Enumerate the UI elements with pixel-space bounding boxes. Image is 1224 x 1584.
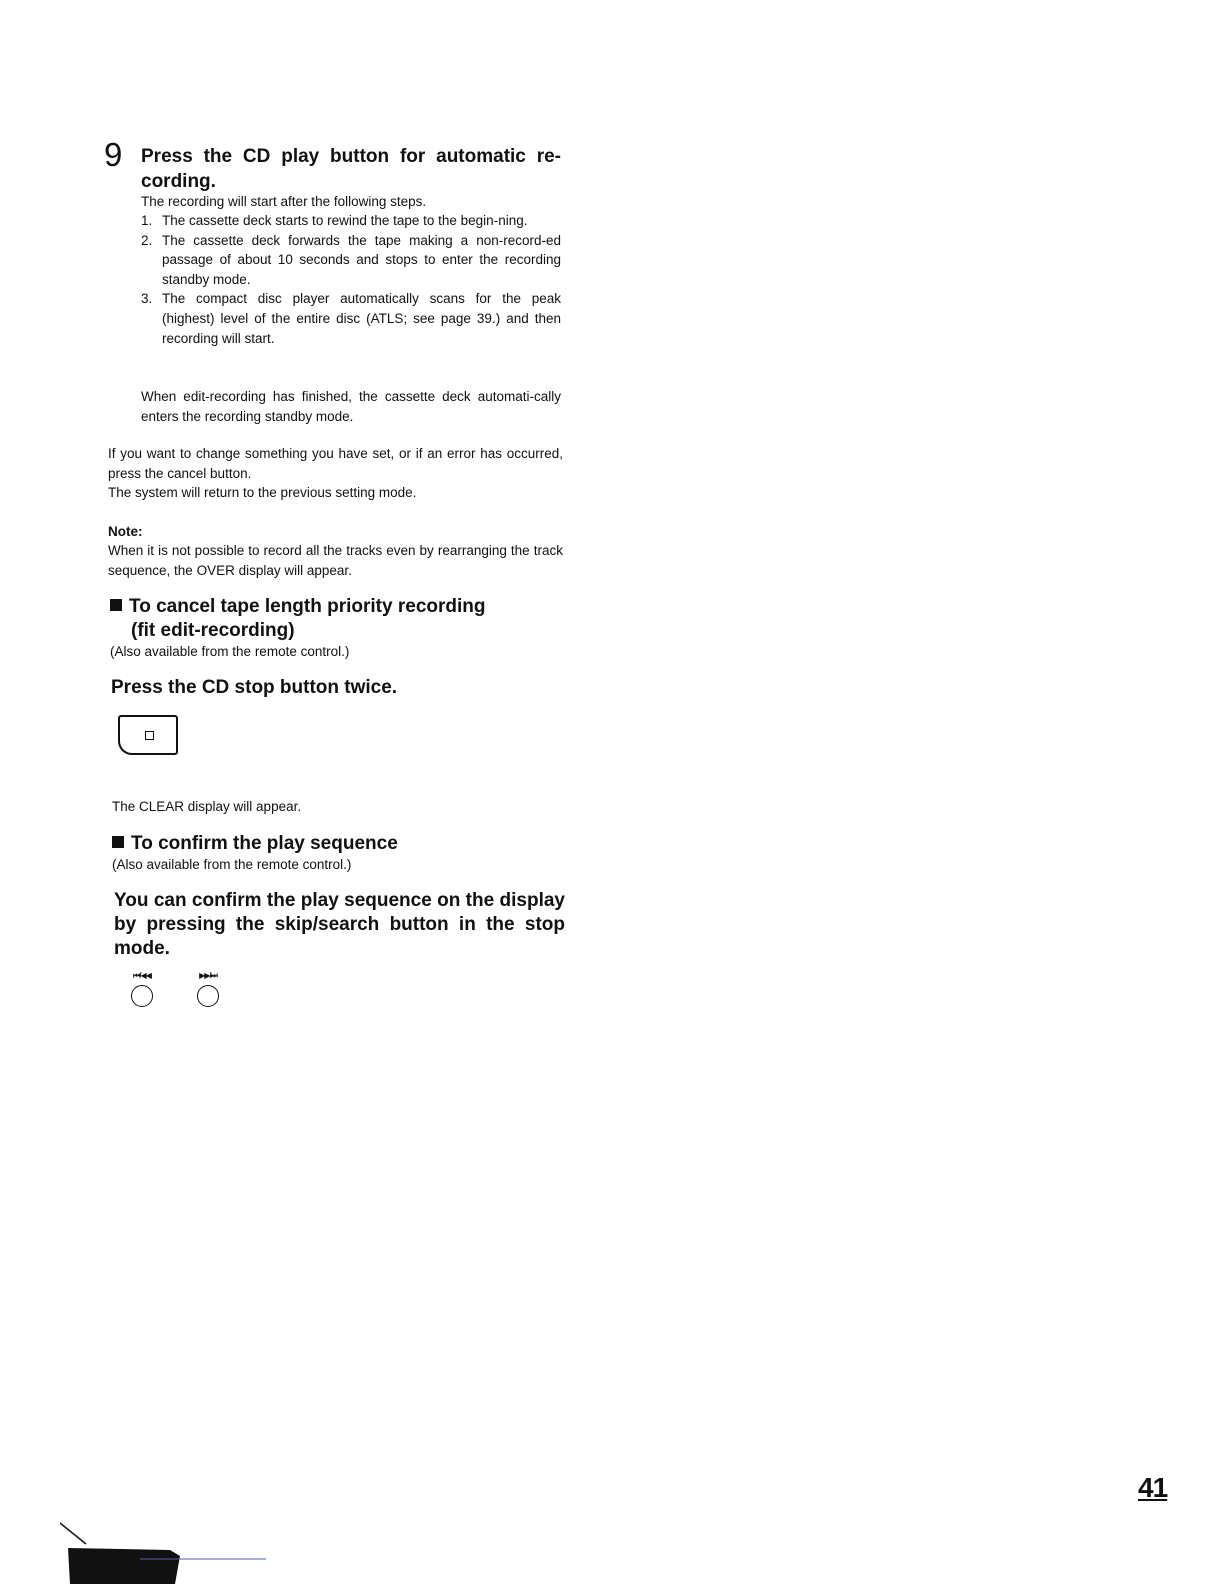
stop-square-icon	[145, 731, 154, 740]
step-intro: The recording will start after the following steps.	[141, 194, 427, 209]
stop-button-illustration	[118, 715, 178, 755]
list-item	[141, 211, 561, 231]
button-circle-icon	[197, 985, 219, 1007]
scan-corner-artifact	[60, 1520, 280, 1584]
skip-back-icon: ⏮/◀◀	[133, 971, 151, 980]
step-heading: Press the CD play button for automatic re-cording.	[141, 146, 561, 192]
confirm-instruction: You can confirm the play sequence on the display by pressing the skip/search button in the stop mode.	[114, 890, 565, 959]
button-circle-icon	[131, 985, 153, 1007]
cancel-heading-line2: (fit edit-recording)	[131, 620, 295, 641]
list-item-text: The cassette deck forwards the tape making a non-record-ed passage of about 10 seconds and stops to enter the recording standby mode.	[162, 232, 561, 287]
cancel-heading-line1: To cancel tape length priority recording	[129, 596, 486, 617]
note-label: Note:	[108, 524, 143, 539]
cancel-instruction: Press the CD stop button twice.	[111, 677, 398, 698]
list-item-text: The cassette deck starts to rewind the tape to the begin-ning.	[162, 213, 528, 228]
confirm-heading-text: To confirm the play sequence	[131, 833, 398, 854]
list-item-text: The compact disc player automatically scans for the peak (highest) level of the entire disc (ATLS; see page 39.) and then recording will start.	[162, 291, 561, 346]
confirm-section-heading	[112, 832, 398, 856]
bullet-square-icon	[112, 836, 124, 848]
skip-forward-button-illustration	[191, 971, 225, 1007]
skip-forward-icon: ▶▶/⏭	[199, 971, 217, 980]
change-paragraph	[108, 444, 563, 503]
remote-availability-note: (Also available from the remote control.)	[112, 857, 352, 872]
list-item-number: 2.	[141, 232, 153, 248]
page-number: 41	[1138, 1472, 1168, 1503]
clear-display-text: The CLEAR display will appear.	[112, 799, 302, 814]
return-text: The system will return to the previous setting mode.	[108, 485, 417, 501]
list-item-number: 3.	[141, 291, 153, 307]
list-item-number: 1.	[141, 213, 153, 228]
bullet-square-icon	[110, 599, 122, 611]
remote-availability-note: (Also available from the remote control.)	[110, 644, 350, 659]
list-item	[141, 231, 561, 290]
step-list	[141, 211, 561, 348]
skip-back-button-illustration	[125, 971, 159, 1007]
change-text: If you want to change something you have set, or if an error has occurred, press the cancel button.	[108, 446, 563, 481]
step-number: 9	[104, 136, 123, 173]
note-text: When it is not possible to record all the tracks even by rearranging the track sequence, the OVER display will appear.	[108, 543, 563, 578]
edit-finished-text: When edit-recording has finished, the cassette deck automati-cally enters the recording standby mode.	[141, 389, 561, 424]
list-item	[141, 289, 561, 348]
cancel-section-heading	[110, 595, 530, 643]
